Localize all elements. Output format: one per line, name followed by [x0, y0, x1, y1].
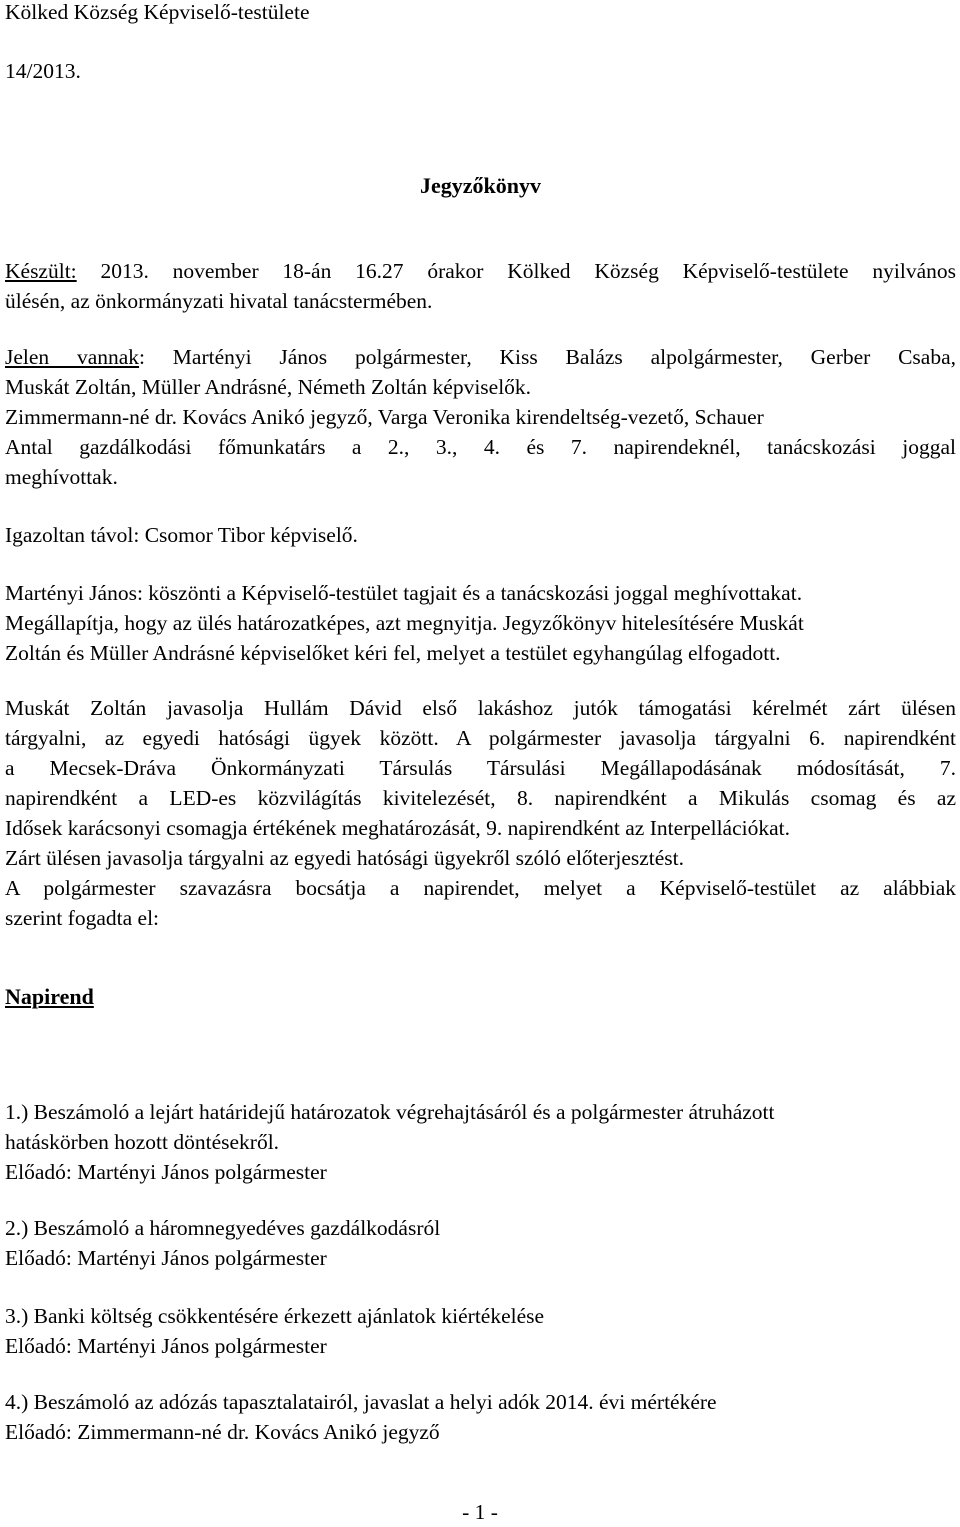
present-paragraph: Jelen vannak: Martényi János polgármester, Kiss Balázs alpolgármester, Gerber Csaba, Muskát Zoltán, Müller Andrásné, Németh Zoltán képviselők. Zimmermann-né dr. Kovács Anikó jegyző, Varga Veronika kirendeltség-vezető, Schauer Antal gazdálkodási főmunkatárs a 2., 3., 4. és 7. napirendeknél, tanácskozási joggal meghívottak. [5, 345, 956, 489]
agenda-item-presenter: Előadó: Martényi János polgármester [5, 1246, 327, 1270]
agenda-item-1: 1.) Beszámoló a lejárt határidejű határozatok végrehajtásáról és a polgármester átruházott hatáskörben hozott döntésekről. Előadó: Martényi János polgármester [5, 1097, 956, 1187]
page-number: - 1 - [462, 1500, 498, 1524]
agenda-item-title: 1.) Beszámoló a lejárt határidejű határozatok végrehajtásáról és a polgármester átruházott [5, 1100, 775, 1124]
agenda-item-2 [5, 1213, 956, 1273]
agenda-item-title: 2.) Beszámoló a háromnegyedéves gazdálkodásról [5, 1216, 441, 1240]
agenda-item-title: 3.) Banki költség csökkentésére érkezett ajánlatok kiértékelése [5, 1304, 545, 1328]
agenda-item-presenter: Előadó: Martényi János polgármester [5, 1160, 327, 1184]
agenda-item-title: 4.) Beszámoló az adózás tapasztalatairól, javaslat a helyi adók 2014. évi mértékére [5, 1390, 717, 1414]
header-number: 14/2013. [5, 59, 81, 83]
document-title: Jegyzőkönyv [420, 173, 541, 198]
header-org: Kölked Község Képviselő-testülete [5, 0, 310, 24]
opening-paragraph: Martényi János: köszönti a Képviselő-testület tagjait és a tanácskozási joggal meghívottakat. Megállapítja, hogy az ülés határozatképes, azt megnyitja. Jegyzőkönyv hitelesítésére Muskát Zoltán és Müller Andrásné képviselőket kéri fel, melyet a testület egyhangúlag elfogadott. [5, 581, 804, 665]
absent-line: Igazoltan távol: Csomor Tibor képviselő. [5, 523, 358, 547]
agenda-item-presenter: Előadó: Martényi János polgármester [5, 1334, 327, 1358]
agenda-item-3 [5, 1301, 956, 1361]
present-label: Jelen vannak [5, 345, 140, 369]
prepared-paragraph: Készült: 2013. november 18-án 16.27 órakor Kölked Község Képviselő-testülete nyilvános ülésén, az önkormányzati hivatal tanácstermében. [5, 259, 956, 313]
agenda-item-presenter: Előadó: Zimmermann-né dr. Kovács Anikó jegyző [5, 1420, 440, 1444]
proposal-paragraph: Muskát Zoltán javasolja Hullám Dávid első lakáshoz jutók támogatási kérelmét zárt ülésen tárgyalni, az egyedi hatósági ügyek között. A polgármester javasolja tárgyalni 6. napirendként a Mecsek-Dráva Önkormányzati Társulás Társulási Megállapodásának módosítását, 7. napirendként a LED-es közvilágítás kivitelezését, 8. napirendként a Mikulás csomag és az Idősek karácsonyi csomagja értékének meghatározását, 9. napirendként az Interpellációkat. Zárt ülésen javasolja tárgyalni az egyedi hatósági ügyekről szóló előterjesztést. A polgármester szavazásra bocsátja a napirendet, melyet a Képviselő-testület az alábbiak szerint fogadta el: [5, 696, 956, 930]
agenda-item-4 [5, 1387, 956, 1447]
agenda-heading: Napirend [5, 984, 94, 1009]
prepared-label: Készült: [5, 259, 77, 283]
